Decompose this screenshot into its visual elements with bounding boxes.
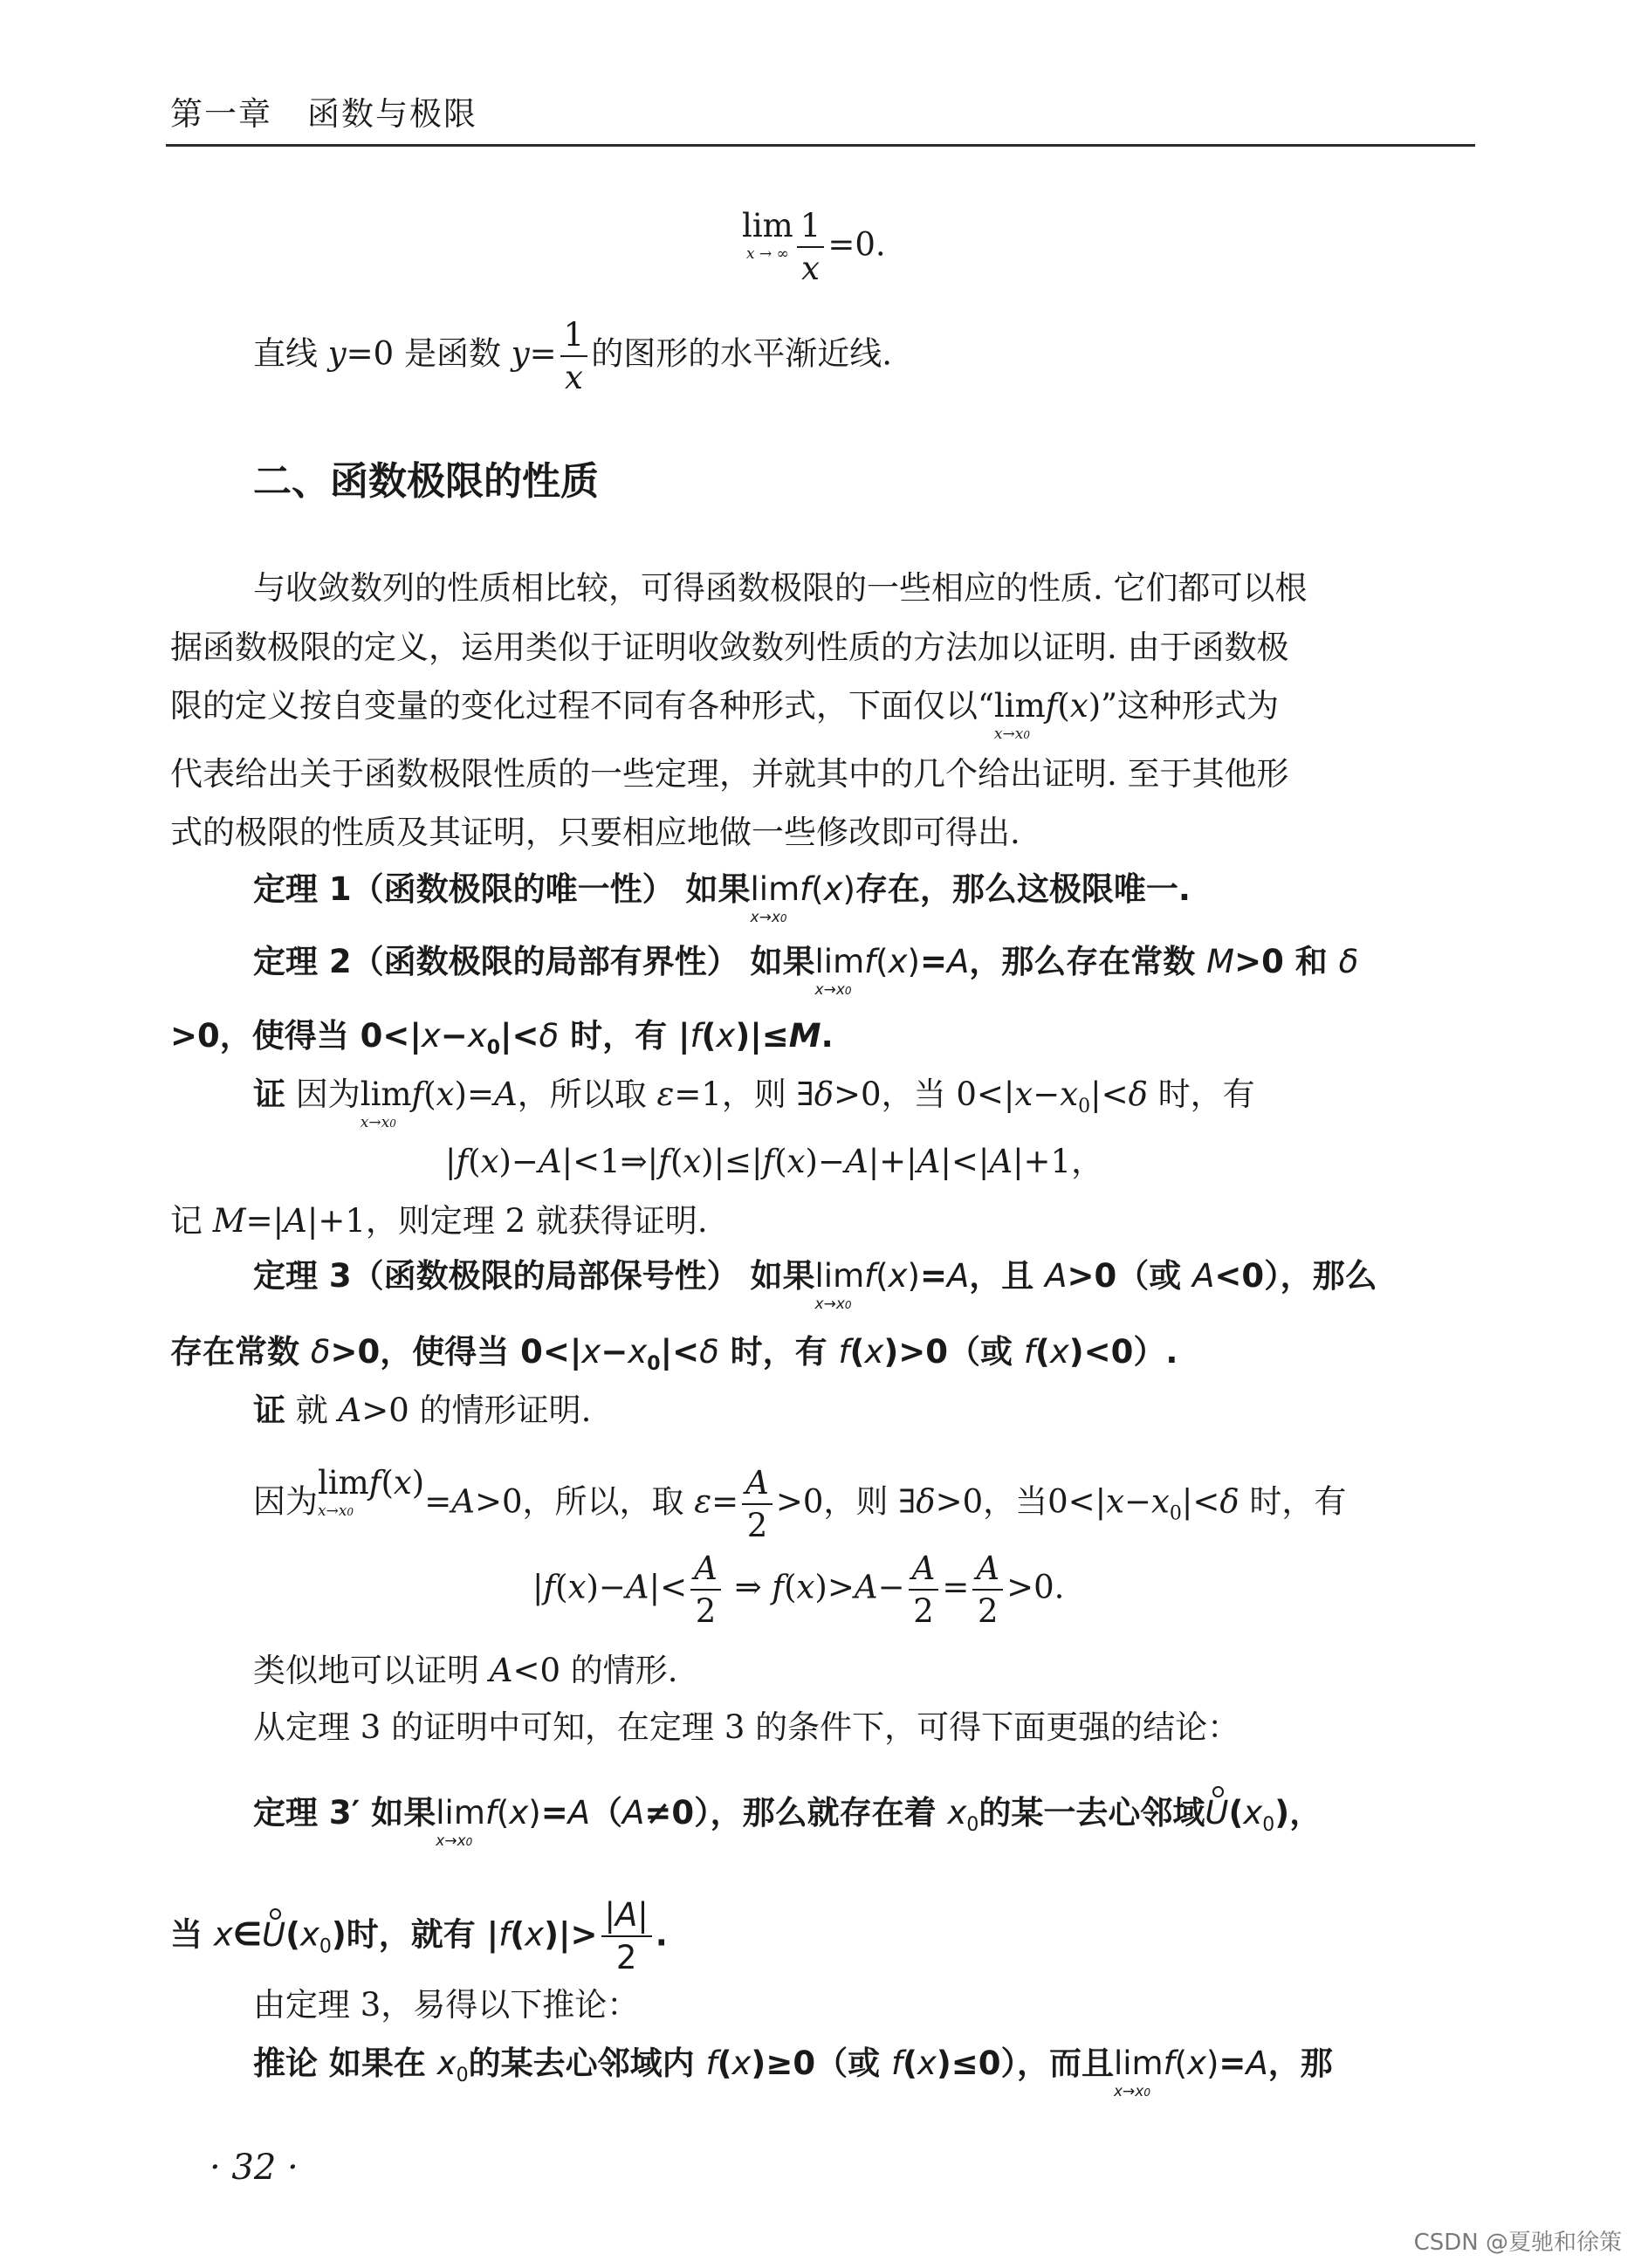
theorem-2-line-1: 定理 2（函数极限的局部有界性） 如果 limf(x) x→x0 =A，那么存在常数 M>0 和 δ xyxy=(253,943,1359,999)
chapter-label: 第一章 xyxy=(170,95,272,133)
theorem-3-line-2: 存在常数 δ>0，使得当 $0<|x-x_0|<\delta$ 时，有 f(x)>0（或 f(x)<0）. xyxy=(170,1333,1178,1375)
proof-2-line-1: 证 因为 limf(x) x→x0 =A，所以取 ε=1，则 ∃δ>0，当 $0<|x-x_0|<\delta$ 时，有 xyxy=(253,1076,1255,1131)
corollary-intro: 由定理 3，易得以下推论： xyxy=(253,1986,640,2024)
theorem-3prime-line-1: 定理 3′ 如果 limf(x) x→x0 =A（A≠0），那么就存在着 $x_0$的某一去心邻域$U(x_0)$， xyxy=(253,1794,1322,1850)
theorem-1: 定理 1（函数极限的唯一性） 如果 limf(x) x→x0 存在，那么这极限唯一. xyxy=(253,870,1191,926)
running-header xyxy=(170,87,477,134)
proof-2-conclusion: 记 M=|A|+1，则定理 2 就获得证明. xyxy=(170,1202,708,1240)
watermark: CSDN @夏驰和徐策 xyxy=(1413,2230,1622,2256)
corollary: 推论 如果在 $x_0$的某去心邻域内 f(x)≥0（或 f(x)≤0），而且 limf(x) x→x0 =A，那 xyxy=(253,2045,1333,2100)
intro-line-1: 与收敛数列的性质相比较，可得函数极限的一些相应的性质. 它们都可以根 xyxy=(253,569,1308,607)
page-number: · 32 · xyxy=(209,2148,299,2188)
intro-line-3: 限的定义按自变量的变化过程不同有各种形式，下面仅以“ limf(x) x→x0 ”这种形式为 xyxy=(170,687,1280,743)
proof-2-inequality: |f(x)−A|<1⇒|f(x)|≤|f(x)−A|+|A|<|A|+1， xyxy=(445,1143,1104,1180)
equation-limit-reciprocal: lim x → ∞ $\frac{1}{x}$ =0. xyxy=(742,207,886,287)
asymptote-sentence: 直线 y=0 是函数 y= $\frac{1}{x}$ 的图形的水平渐近线. xyxy=(253,316,892,396)
intro-line-4: 代表给出关于函数极限性质的一些定理，并就其中的几个给出证明. 至于其他形 xyxy=(170,755,1289,793)
theorem-3prime-line-2: 当 $x\in U(x_0)$时，就有 |f(x)|> $\frac{|A|}{2}$ . xyxy=(170,1896,668,1976)
intro-line-2: 据函数极限的定义，运用类似于证明收敛数列性质的方法加以证明. 由于函数极 xyxy=(170,629,1289,666)
proof-3-inequality: |f(x)−A|< $\frac{A}{2}$ ⇒ f(x)>A− $\frac{A}{2}$ = $\frac{A}{2}$ >0. xyxy=(532,1550,1065,1630)
proof-3-line-1: 证 就 A>0 的情形证明. xyxy=(253,1392,592,1429)
theorem-3-line-1: 定理 3（函数极限的局部保号性） 如果 limf(x) x→x0 =A，且 A>0（或 A<0），那么 xyxy=(253,1257,1377,1313)
proof-3-similar: 类似地可以证明 A<0 的情形. xyxy=(253,1652,678,1689)
chapter-title: 函数与极限 xyxy=(307,95,477,133)
intro-line-5: 式的极限的性质及其证明，只要相应地做一些修改即可得出. xyxy=(170,814,1020,851)
section-title: 二、函数极限的性质 xyxy=(253,459,599,504)
header-rule xyxy=(166,144,1475,147)
proof-3-stronger: 从定理 3 的证明中可知，在定理 3 的条件下，可得下面更强的结论： xyxy=(253,1708,1240,1746)
theorem-2-line-2: >0，使得当 $0<|x-x_0|<\delta$ 时，有 |f(x)|≤M. xyxy=(170,1017,834,1059)
proof-3-line-2: 因为 limf(x) x→x0 =A>0，所以，取 ε= $\frac{A}{2}$ >0，则 ∃δ>0，当$0<|x-x_0|<\delta$ 时，有 xyxy=(253,1464,1347,1544)
